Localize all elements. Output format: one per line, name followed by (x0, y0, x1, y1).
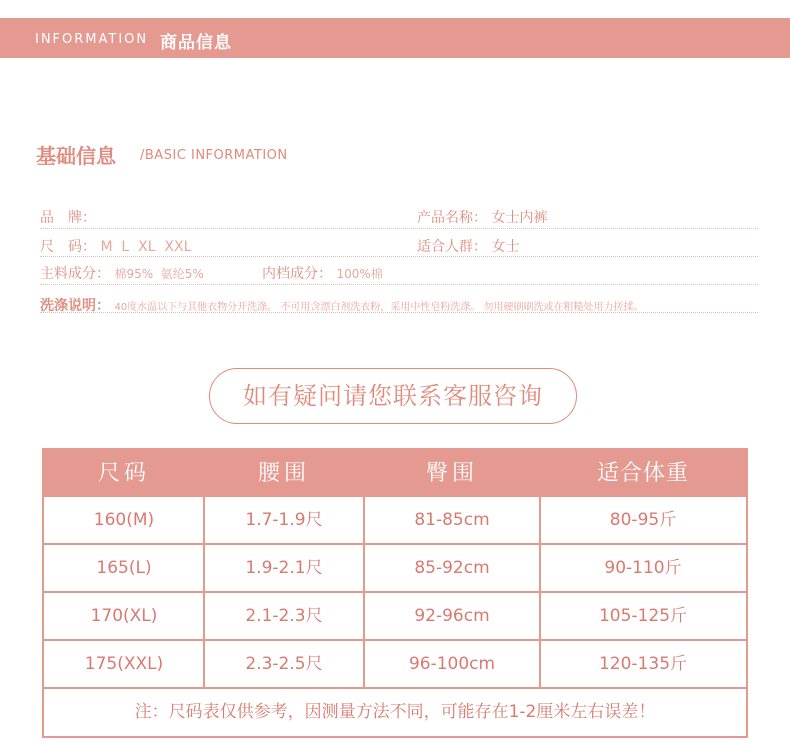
cell-size: 170(XL) (90, 606, 158, 626)
size-value: M L XL XXL (100, 239, 192, 255)
cell-weight: 105-125斤 (598, 606, 688, 626)
cell-size: 175(XXL) (84, 654, 164, 674)
table-row (44, 593, 746, 641)
wash-label: 洗涤说明： (40, 298, 110, 314)
section-title: 基础信息 (36, 144, 116, 168)
cell-waist: 2.1-2.3尺 (245, 606, 323, 626)
cell-waist: 1.7-1.9尺 (245, 510, 323, 530)
cell-size: 165(L) (96, 558, 152, 578)
cell-hip: 81-85cm (414, 510, 490, 530)
table-row (44, 497, 746, 545)
header-english: INFORMATION (35, 32, 149, 47)
target-label: 适合人群： (417, 239, 487, 255)
cell-hip: 96-100cm (408, 654, 496, 674)
cell-waist: 1.9-2.1尺 (245, 558, 323, 578)
cell-hip: 92-96cm (414, 606, 490, 626)
wash-value: 40度水温以下与其他衣物分开洗涤。 不可用含漂白剂洗衣粉，采用中性皂粉洗涤。 勿用硬刷刷洗或在粗糙处用力搓揉。 (114, 302, 644, 313)
table-header (44, 450, 746, 497)
table-row (44, 641, 746, 689)
size-label: 尺 码： (40, 239, 96, 255)
product-name-label: 产品名称： (417, 210, 487, 226)
cell-weight: 90-110斤 (604, 558, 682, 578)
size-table (42, 448, 748, 738)
section-subtitle: /BASIC INFORMATION (140, 148, 288, 163)
column-divider (539, 497, 541, 689)
table-row (44, 545, 746, 593)
crotch-label: 内档成分： (262, 266, 332, 282)
dotted-divider (40, 228, 758, 229)
dotted-divider (40, 284, 758, 285)
cell-size: 160(M) (93, 510, 155, 530)
material-label: 主料成分： (40, 266, 110, 282)
brand-row (40, 207, 96, 227)
dotted-divider (40, 312, 758, 313)
crotch-row (262, 263, 383, 283)
cell-waist: 2.3-2.5尺 (245, 654, 323, 674)
header-weight: 适合体重 (596, 461, 689, 486)
dotted-divider (40, 256, 758, 257)
header-size: 尺码 (97, 461, 150, 486)
info-header-bar (0, 18, 790, 58)
material-row (40, 263, 204, 283)
material-value: 棉95% 氨纶5% (114, 267, 204, 281)
header-hip: 臀围 (425, 461, 478, 486)
column-divider (363, 497, 365, 689)
cell-weight: 80-95斤 (609, 510, 677, 530)
crotch-value: 100%棉 (336, 267, 383, 281)
table-note: 注：尺码表仅供参考，因测量方法不同，可能存在1-2厘米左右误差！ (134, 702, 656, 722)
target-value: 女士 (491, 239, 520, 255)
header-waist: 腰围 (257, 461, 310, 486)
column-divider (203, 497, 205, 689)
cell-hip: 85-92cm (414, 558, 490, 578)
size-row (40, 236, 191, 256)
brand-label: 品 牌： (40, 210, 96, 226)
product-name-value: 女士内裤 (491, 210, 548, 226)
target-row (417, 236, 519, 256)
cell-weight: 120-135斤 (598, 654, 688, 674)
header-chinese: 商品信息 (160, 33, 232, 53)
contact-service-banner: 如有疑问请您联系客服咨询 (209, 368, 577, 424)
product-name-row (417, 207, 547, 227)
